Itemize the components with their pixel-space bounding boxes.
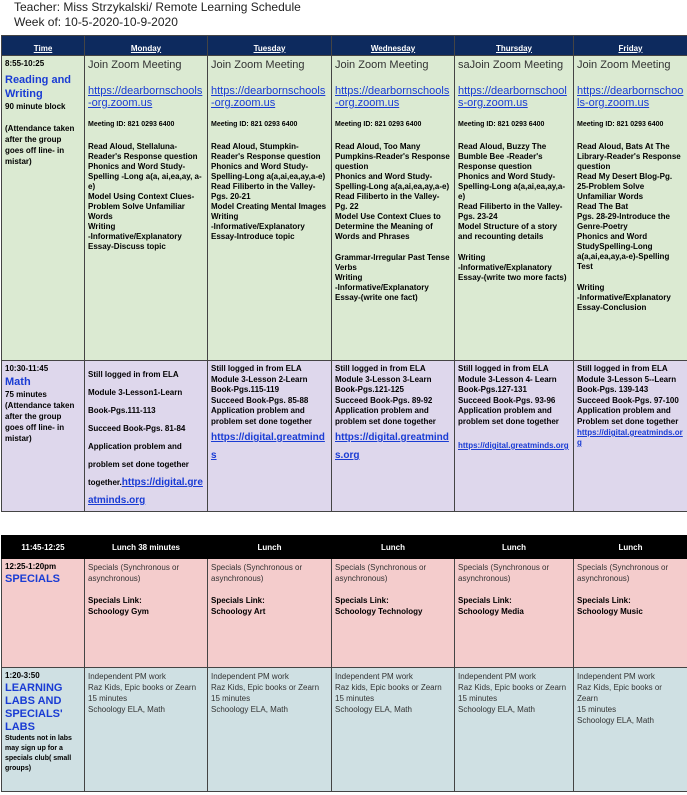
lunch-tuesday: Lunch — [208, 536, 332, 559]
zoom-title: Join Zoom Meeting — [211, 59, 305, 71]
zoom-link[interactable]: https://dearbornschools-org.zoom.us — [335, 85, 450, 109]
lunch-wednesday: Lunch — [332, 536, 455, 559]
col-header-monday: Monday — [85, 36, 208, 56]
specials-time: 12:25-1:20pm — [5, 562, 57, 571]
labs-time: 1:20-3:50 — [5, 671, 40, 680]
reading-row — [2, 56, 687, 361]
math-thursday — [455, 361, 574, 512]
labs-wednesday — [332, 668, 455, 792]
specials-desc: Specials (Synchronous or asynchronous) — [335, 563, 427, 583]
math-lesson-text: Still logged in from ELA Module 3-Lesson 4- Learn Book-Pgs.127-131 Succeed Book-Pgs. 93-96 Application problem and problem set done together — [458, 364, 559, 426]
specials-friday — [574, 559, 687, 668]
meeting-id: Meeting ID: 821 0293 6400 — [88, 121, 175, 128]
reading-block: 90 minute block — [5, 102, 66, 111]
teacher-heading: Teacher: Miss Strzykalski/ Remote Learning Schedule — [14, 0, 301, 14]
week-heading: Week of: 10-5-2020-10-9-2020 — [14, 15, 178, 29]
specials-desc: Specials (Synchronous or asynchronous) — [458, 563, 550, 583]
specials-desc: Specials (Synchronous or asynchronous) — [88, 563, 180, 583]
col-header-wednesday: Wednesday — [332, 36, 455, 56]
labs-friday — [574, 668, 687, 792]
specials-link-label: Specials Link: — [88, 596, 142, 605]
col-header-tuesday: Tuesday — [208, 36, 332, 56]
reading-attendance-note: (Attendance taken after the group goes off line- in mistar) — [5, 124, 75, 166]
specials-wednesday — [332, 559, 455, 668]
math-subject: Math — [5, 376, 31, 388]
zoom-title: Join Zoom Meeting — [335, 59, 429, 71]
lesson-text: Read Aloud, Too Many Pumpkins-Reader's Response question Phonics and Word Study-Spelling-Long a(a,ai,ea,ay,a-e) Read Filiberto in the Valley-Pg. 22 Model Use Context Clues to Determine the Meaning of Words and Phrases — [335, 142, 450, 241]
labs-row — [2, 668, 687, 792]
reading-thursday — [455, 56, 574, 361]
labs-thursday — [455, 668, 574, 792]
specials-subject: SPECIALS — [5, 573, 61, 585]
zoom-title: Join Zoom Meeting — [577, 59, 671, 71]
specials-time-cell — [2, 559, 85, 668]
reading-time: 8:55-10:25 — [5, 59, 45, 68]
zoom-link[interactable]: https://dearbornschools-org.zoom.us — [211, 85, 326, 109]
specials-desc: Specials (Synchronous or asynchronous) — [211, 563, 303, 583]
math-attendance-note: (Attendance taken after the group goes off line- in mistar) — [5, 401, 75, 443]
specials-thursday — [455, 559, 574, 668]
greatminds-link[interactable]: https://digital.greatminds.org — [88, 477, 203, 506]
math-row — [2, 361, 687, 512]
labs-text: Independent PM work Raz Kids, Epic books or Zearn 15 minutes Schoology ELA, Math — [211, 672, 320, 714]
reading-tuesday — [208, 56, 332, 361]
specials-name: Schoology Media — [458, 607, 524, 616]
specials-link-label: Specials Link: — [211, 596, 265, 605]
lunch-time: 11:45-12:25 — [2, 536, 85, 559]
labs-text: Independent PM work Raz Kids, Epic books or Zearn 15 minutes Schoology ELA, Math — [458, 672, 567, 714]
math-block: 75 minutes — [5, 390, 47, 399]
reading-wednesday — [332, 56, 455, 361]
math-time-cell — [2, 361, 85, 512]
lesson-text-extra: Writing -Informative/Explanatory Essay-Conclusion — [577, 283, 671, 312]
labs-note: Students not in labs may sign up for a specials club( small groups) — [5, 735, 72, 772]
reading-subject: Reading and Writing — [5, 74, 72, 100]
labs-time-cell — [2, 668, 85, 792]
lesson-text: Read Aloud, Stellaluna-Reader's Response question Phonics and Word Study-Spelling -Long a(a, ai,ea,ay, a-e) Model Using Context Clues-Problem Solve Unfamiliar Words Writing -Informative/Explanatory Essay-Discuss topic — [88, 142, 202, 251]
reading-time-cell — [2, 56, 85, 361]
lunch-monday: Lunch 38 minutes — [85, 536, 208, 559]
math-lesson-text: Still logged in from ELA Module 3-Lesson 5--Learn Book-Pgs. 139-143 Succeed Book-Pgs. 97-100 Application problem and Problem set done together — [577, 364, 679, 426]
zoom-link[interactable]: https://dearbornschools-org.zoom.us — [88, 85, 203, 109]
meeting-id: Meeting ID: 821 0293 6400 — [458, 121, 545, 128]
math-time: 10:30-11:45 — [5, 364, 49, 373]
zoom-link[interactable]: https://dearbornschools-org.zoom.us — [458, 85, 567, 109]
morning-schedule-table — [1, 35, 687, 512]
specials-row — [2, 559, 687, 668]
zoom-title: saJoin Zoom Meeting — [458, 59, 564, 71]
lesson-text-extra: Grammar-Irregular Past Tense Verbs Writing -Informative/Explanatory Essay-(write one fact) — [335, 253, 450, 302]
meeting-id: Meeting ID: 821 0293 6400 — [335, 121, 422, 128]
afternoon-schedule-table — [1, 535, 687, 792]
lesson-text-extra: Writing -Informative/Explanatory Essay-(write two more facts) — [458, 253, 567, 282]
math-lesson-text: Still logged in from ELA Module 3-Lesson 2-Learn Book-Pgs.115-119 Succeed Book-Pgs. 85-88 Application problem and problem set done together — [211, 364, 312, 426]
reading-monday — [85, 56, 208, 361]
lesson-text: Read Aloud, Stumpkin-Reader's Response question Phonics and Word Study-Spelling-Long a(a,ai,ea,ay,a-e) Read Filiberto in the Valley-Pgs. 20-21 Model Creating Mental Images Writing -Informative/Explanatory Essay-Introduce topic — [211, 142, 327, 241]
labs-subject: LEARNING LABS AND SPECIALS' LABS — [5, 682, 63, 733]
lesson-text: Read Aloud, Bats At The Library-Reader's Response question Read My Desert Blog-Pg. 25-Problem Solve Unfamiliar Words Read The Bat Pgs. 28-29-Introduce the Genre-Poetry Phonics and Word StudySpelling-Long a(a,ai,ea,ay,a-e)-Spelling Test — [577, 142, 681, 271]
greatminds-link[interactable]: https://digital.greatminds.org — [335, 432, 449, 461]
header-row — [2, 36, 687, 56]
specials-tuesday — [208, 559, 332, 668]
math-monday — [85, 361, 208, 512]
math-wednesday — [332, 361, 455, 512]
lunch-thursday: Lunch — [455, 536, 574, 559]
zoom-link[interactable]: https://dearbornschools-org.zoom.us — [577, 85, 684, 109]
labs-tuesday — [208, 668, 332, 792]
lesson-text: Read Aloud, Buzzy The Bumble Bee -Reader's Response question Phonics and Word Study-Spelling-Long a(a,ai,ea,ay,a-e) Read Filiberto in the Valley-Pgs. 23-24 Model Structure of a story and recounting details — [458, 142, 565, 241]
math-friday — [574, 361, 687, 512]
col-header-thursday: Thursday — [455, 36, 574, 56]
greatminds-link[interactable]: https://digital.greatminds.org — [458, 441, 569, 450]
math-tuesday — [208, 361, 332, 512]
labs-text: Independent PM work Raz kids, Epic books or Zearn 15 minutes Schoology ELA, Math — [335, 672, 442, 714]
labs-text: Independent PM work Raz Kids, Epic books or Zearn 15 minutes Schoology ELA, Math — [577, 672, 662, 725]
labs-monday — [85, 668, 208, 792]
greatminds-link[interactable]: https://digital.greatminds.org — [577, 428, 683, 447]
reading-friday — [574, 56, 687, 361]
meeting-id: Meeting ID: 821 0293 6400 — [577, 121, 664, 128]
specials-monday — [85, 559, 208, 668]
specials-link-label: Specials Link: — [335, 596, 389, 605]
math-lesson-text: Still logged in from ELA Module 3-Lesson 3-Learn Book-Pgs.121-125 Succeed Book-Pgs. 89-92 Application problem and problem set done together — [335, 364, 436, 426]
specials-name: Schoology Art — [211, 607, 266, 616]
specials-link-label: Specials Link: — [577, 596, 631, 605]
meeting-id: Meeting ID: 821 0293 6400 — [211, 121, 298, 128]
specials-desc: Specials (Synchronous or asynchronous) — [577, 563, 669, 583]
specials-link-label: Specials Link: — [458, 596, 512, 605]
specials-name: Schoology Gym — [88, 607, 149, 616]
labs-text: Independent PM work Raz Kids, Epic books or Zearn 15 minutes Schoology ELA, Math — [88, 672, 197, 714]
zoom-title: Join Zoom Meeting — [88, 59, 182, 71]
greatminds-link[interactable]: https://digital.greatminds — [211, 432, 325, 461]
specials-name: Schoology Technology — [335, 607, 423, 616]
col-header-friday: Friday — [574, 36, 687, 56]
specials-name: Schoology Music — [577, 607, 643, 616]
col-header-time: Time — [2, 36, 85, 56]
lunch-row — [2, 536, 687, 559]
math-lesson-text: Still logged in from ELA Module 3-Lesson1-Learn Book-Pgs.111-113 Succeed Book-Pgs. 81-84 Application problem and problem set done together together. — [88, 370, 189, 487]
lunch-friday: Lunch — [574, 536, 687, 559]
